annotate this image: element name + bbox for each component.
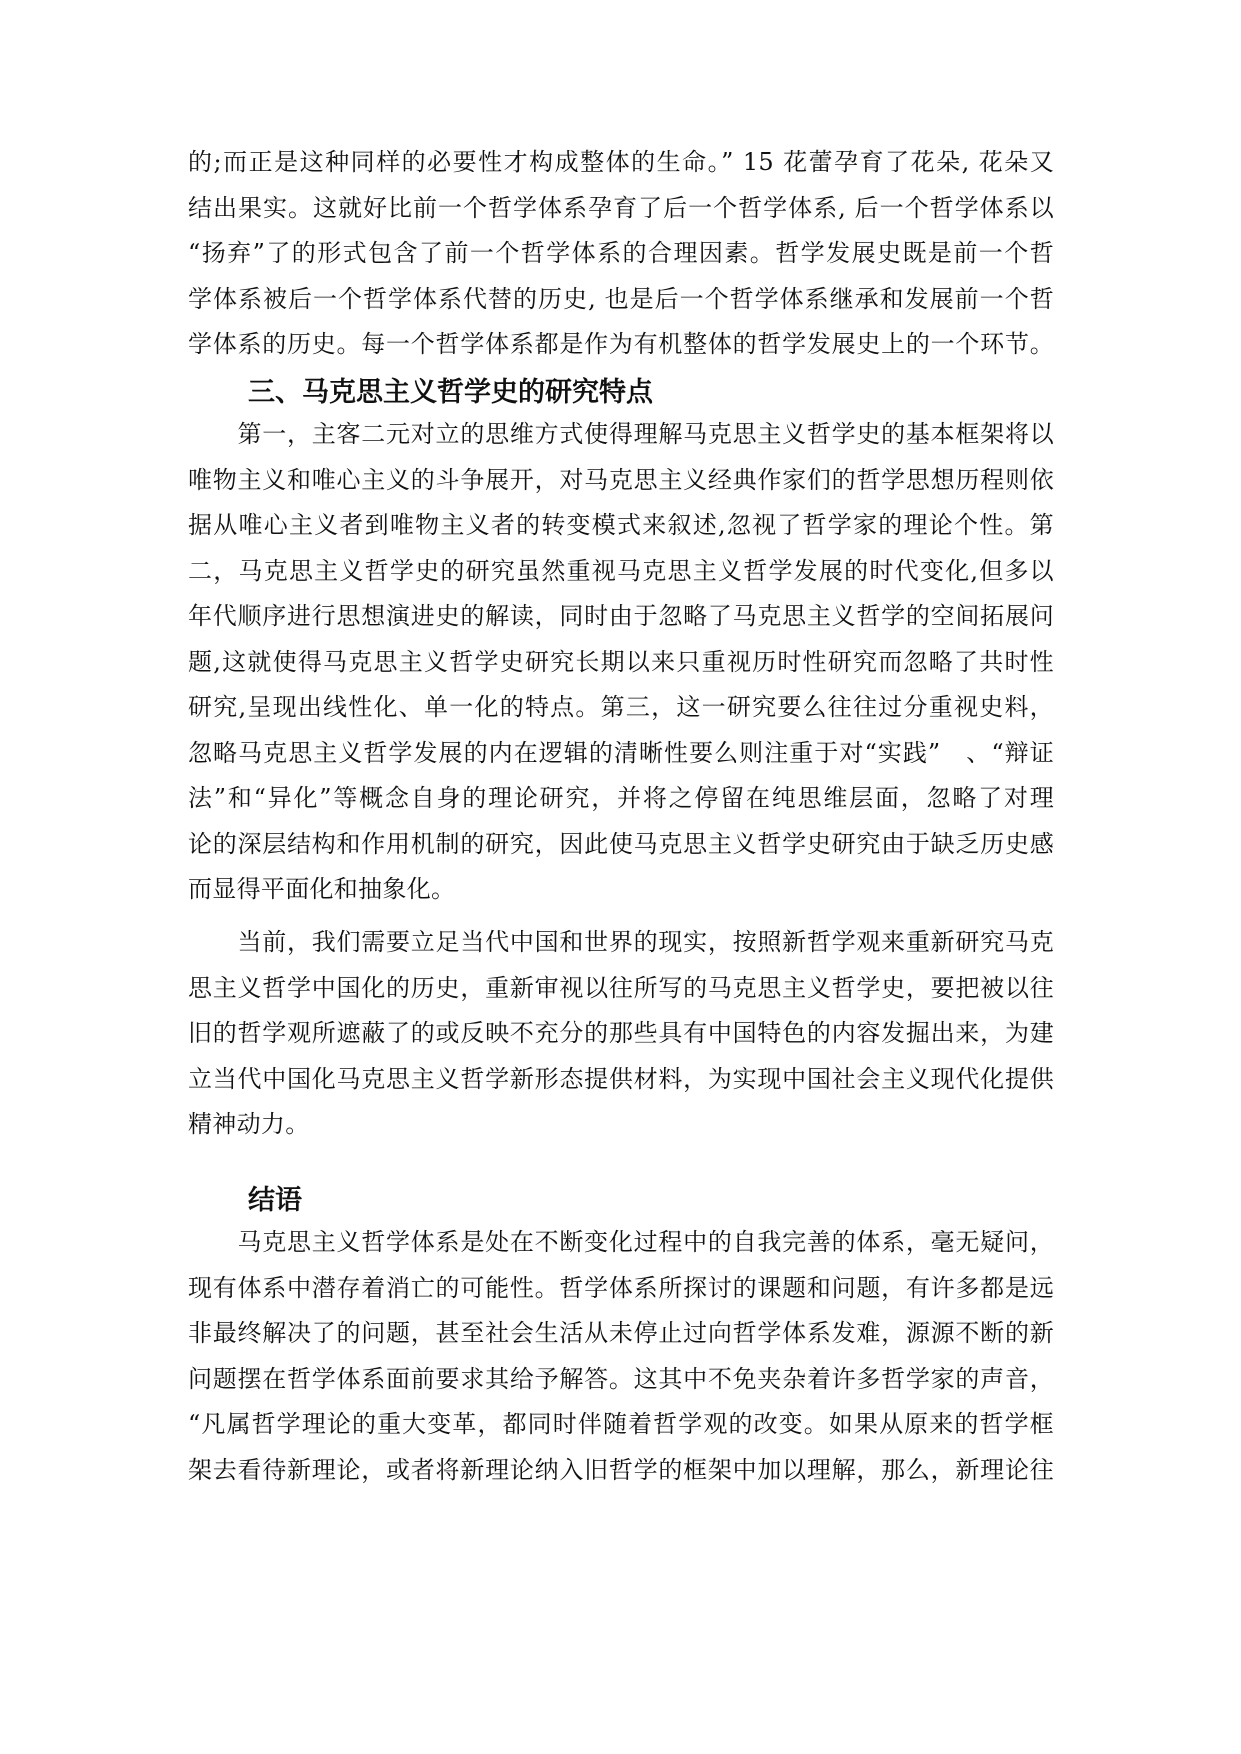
section3-paragraph-1 <box>188 412 1054 913</box>
text-line: 结出果实。这就好比前一个哲学体系孕育了后一个哲学体系, 后一个哲学体系以 <box>188 193 1054 222</box>
text-line: 现有体系中潜存着消亡的可能性。哲学体系所探讨的课题和问题，有许多都是远 <box>188 1273 1054 1302</box>
text-line: 非最终解决了的问题，甚至社会生活从未停止过向哲学体系发难，源源不断的新 <box>188 1319 1054 1347</box>
text-line: 立当代中国化马克思主义哲学新形态提供材料，为实现中国社会主义现代化提供 <box>188 1064 1054 1093</box>
text-line: 而显得平面化和抽象化。 <box>188 875 456 903</box>
text-line: 精神动力。 <box>188 1110 310 1138</box>
section-heading: 三、马克思主义哲学史的研究特点 <box>248 377 653 408</box>
text-line: 研究,呈现出线性化、单一化的特点。第三，这一研究要么往往过分重视史料， <box>188 693 1054 721</box>
text-line: 学体系的历史。每一个哲学体系都是作为有机整体的哲学发展史上的一个环节。 <box>188 330 1054 358</box>
conclusion-paragraph <box>188 1220 1054 1493</box>
text-line: 当前，我们需要立足当代中国和世界的现实，按照新哲学观来重新研究马克 <box>188 928 1054 956</box>
text-line: 题,这就使得马克思主义哲学史研究长期以来只重视历时性研究而忽略了共时性 <box>188 647 1054 676</box>
text-line: 法”和“异化”等概念自身的理论研究，并将之停留在纯思维层面，忽略了对理 <box>188 784 1054 812</box>
text-line: 思主义哲学中国化的历史，重新审视以往所写的马克思主义哲学史，要把被以往 <box>188 973 1054 1002</box>
text-line: 年代顺序进行思想演进史的解读，同时由于忽略了马克思主义哲学的空间拓展问 <box>188 602 1054 630</box>
text-line: 学体系被后一个哲学体系代替的历史, 也是后一个哲学体系继承和发展前一个哲 <box>188 284 1054 313</box>
section3-paragraph-2 <box>188 920 1054 1148</box>
text-line: 论的深层结构和作用机制的研究，因此使马克思主义哲学史研究由于缺乏历史感 <box>188 829 1054 858</box>
text-line: 问题摆在哲学体系面前要求其给予解答。这其中不免夹杂着许多哲学家的声音， <box>188 1364 1054 1393</box>
text-line: 旧的哲学观所遮蔽了的或反映不充分的那些具有中国特色的内容发掘出来，为建 <box>188 1019 1054 1047</box>
text-line: 二，马克思主义哲学史的研究虽然重视马克思主义哲学发展的时代变化,但多以 <box>188 556 1054 585</box>
text-line: 第一，主客二元对立的思维方式使得理解马克思主义哲学史的基本框架将以 <box>188 420 1054 448</box>
text-line: 据从唯心主义者到唯物主义者的转变模式来叙述,忽视了哲学家的理论个性。第 <box>188 511 1054 539</box>
text-line: 唯物主义和唯心主义的斗争展开，对马克思主义经典作家们的哲学思想历程则依 <box>188 465 1054 494</box>
text-line: 马克思主义哲学体系是处在不断变化过程中的自我完善的体系，毫无疑问， <box>188 1228 1054 1256</box>
paragraph-continued <box>188 140 1054 368</box>
text-line: 架去看待新理论，或者将新理论纳入旧哲学的框架中加以理解，那么，新理论往 <box>188 1455 1054 1484</box>
text-line: 的;而正是这种同样的必要性才构成整体的生命。” 15 花蕾孕育了花朵, 花朵又 <box>188 148 1054 176</box>
conclusion-heading: 结语 <box>248 1185 302 1216</box>
text-line: “扬弃”了的形式包含了前一个哲学体系的合理因素。哲学发展史既是前一个哲 <box>188 239 1054 267</box>
text-line: 忽略马克思主义哲学发展的内在逻辑的清晰性要么则注重于对“实践” 、“辩证 <box>188 738 1054 767</box>
text-line: “凡属哲学理论的重大变革，都同时伴随着哲学观的改变。如果从原来的哲学框 <box>188 1410 1054 1438</box>
